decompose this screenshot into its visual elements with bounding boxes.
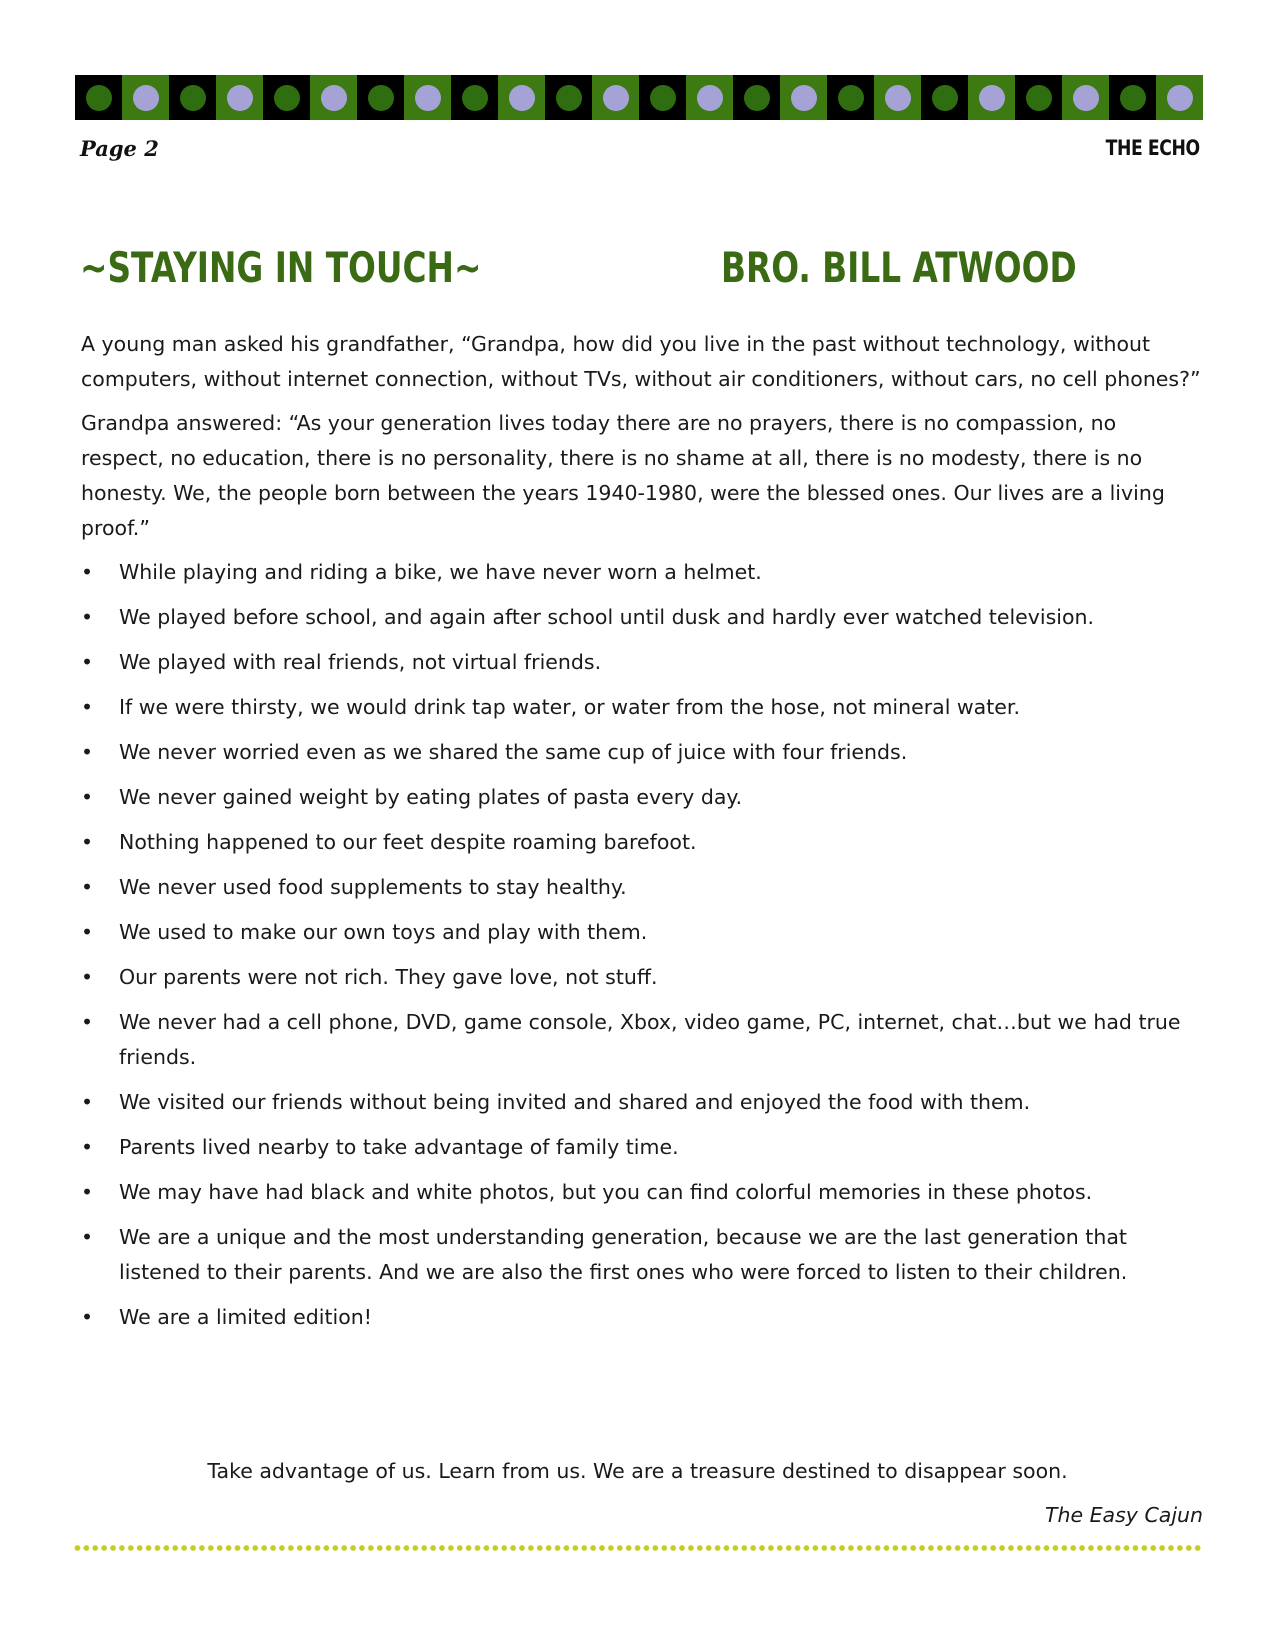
bullet-icon: • — [81, 1135, 94, 1159]
bullet-icon: • — [81, 875, 94, 899]
banner-cell — [1109, 75, 1156, 120]
banner-cell — [827, 75, 874, 120]
list-item — [81, 1175, 1201, 1210]
banner-cell — [733, 75, 780, 120]
list-item-text: We played with real friends, not virtual friends. — [119, 650, 602, 674]
list-item — [81, 1005, 1201, 1075]
list-item — [81, 1085, 1201, 1120]
bullet-icon: • — [81, 830, 94, 854]
bullet-icon: • — [81, 965, 94, 989]
list-item-text: We never gained weight by eating plates of pasta every day. — [119, 785, 743, 809]
article-title: ~STAYING IN TOUCH~ — [80, 243, 482, 292]
intro-paragraph: A young man asked his grandfather, “Grandpa, how did you live in the past without technology, without computers, without internet connection, without TVs, without air conditioners, without cars, no cell phones?” — [81, 332, 1201, 391]
banner-dot — [415, 85, 441, 111]
banner-cell — [1015, 75, 1062, 120]
bullet-icon: • — [81, 1090, 94, 1114]
list-item — [81, 600, 1201, 635]
banner-dot — [885, 85, 911, 111]
memories-list — [81, 555, 1201, 1335]
banner-cell — [75, 75, 122, 120]
banner-cell — [968, 75, 1015, 120]
banner-dot — [227, 85, 253, 111]
banner-dot — [791, 85, 817, 111]
banner-dot — [1167, 85, 1193, 111]
bullet-icon: • — [81, 1180, 94, 1204]
banner-cell — [310, 75, 357, 120]
list-item — [81, 825, 1201, 860]
banner-dot — [321, 85, 347, 111]
banner-dot — [1026, 85, 1052, 111]
closing-statement: Take advantage of us. Learn from us. We are a treasure destined to disappear soon. — [207, 1459, 1068, 1483]
banner-cell — [592, 75, 639, 120]
banner-cell — [921, 75, 968, 120]
bullet-icon: • — [81, 1010, 94, 1034]
banner-cell — [404, 75, 451, 120]
list-item — [81, 780, 1201, 815]
bullet-icon: • — [81, 1225, 94, 1249]
list-item-text: We never worried even as we shared the same cup of juice with four friends. — [119, 740, 908, 764]
banner-cell — [1156, 75, 1203, 120]
article-byline: BRO. BILL ATWOOD — [721, 243, 1077, 292]
page-number-label: Page 2 — [80, 136, 159, 161]
banner-dot — [274, 85, 300, 111]
list-item — [81, 960, 1201, 995]
banner-dot — [86, 85, 112, 111]
banner-dot — [650, 85, 676, 111]
list-item-text: While playing and riding a bike, we have never worn a helmet. — [119, 560, 762, 584]
bullet-icon: • — [81, 650, 94, 674]
banner-cell — [169, 75, 216, 120]
banner-dot — [838, 85, 864, 111]
list-item-text: We never used food supplements to stay healthy. — [119, 875, 627, 899]
list-item-text: If we were thirsty, we would drink tap water, or water from the hose, not mineral water. — [119, 695, 1020, 719]
footer-dotted-rule — [73, 1544, 1203, 1552]
banner-cell — [451, 75, 498, 120]
banner-dot — [368, 85, 394, 111]
grandpa-answer-paragraph: Grandpa answered: “As your generation lives today there are no prayers, there is no compassion, no respect, no education, there is no personality, there is no shame at all, there is no modesty, there is no honesty. We, the people born between the years 1940-1980, were the blessed ones. Our lives are a living proof.” — [81, 411, 1165, 540]
list-item — [81, 735, 1201, 770]
bullet-icon: • — [81, 1305, 94, 1329]
banner-dot — [180, 85, 206, 111]
banner-cell — [780, 75, 827, 120]
banner-dot — [932, 85, 958, 111]
banner-cell — [686, 75, 733, 120]
publication-title: THE ECHO — [1105, 136, 1200, 160]
banner-cell — [639, 75, 686, 120]
list-item-text: We are a unique and the most understanding generation, because we are the last generation that listened to their parents. And we are also the first ones who were forced to listen to their children. — [119, 1225, 1128, 1284]
list-item — [81, 690, 1201, 725]
banner-cell — [545, 75, 592, 120]
list-item — [81, 555, 1201, 590]
banner-dot — [979, 85, 1005, 111]
bullet-icon: • — [81, 605, 94, 629]
decorative-dot-banner — [75, 75, 1203, 120]
banner-cell — [1062, 75, 1109, 120]
banner-dot — [509, 85, 535, 111]
banner-dot — [744, 85, 770, 111]
list-item-text: We played before school, and again after school until dusk and hardly ever watched television. — [119, 605, 1095, 629]
banner-dot — [556, 85, 582, 111]
list-item-text: Parents lived nearby to take advantage of family time. — [119, 1135, 679, 1159]
author-signature: The Easy Cajun — [1044, 1503, 1203, 1527]
list-item — [81, 1300, 1201, 1335]
banner-dot — [133, 85, 159, 111]
article-body — [81, 327, 1201, 1345]
list-item — [81, 1220, 1201, 1290]
banner-cell — [216, 75, 263, 120]
banner-cell — [498, 75, 545, 120]
list-item — [81, 1130, 1201, 1165]
list-item-text: We are a limited edition! — [119, 1305, 372, 1329]
list-item-text: We visited our friends without being invited and shared and enjoyed the food with them. — [119, 1090, 1031, 1114]
banner-dot — [462, 85, 488, 111]
banner-cell — [263, 75, 310, 120]
list-item — [81, 870, 1201, 905]
list-item-text: We may have had black and white photos, but you can find colorful memories in these photos. — [119, 1180, 1093, 1204]
list-item — [81, 645, 1201, 680]
bullet-icon: • — [81, 920, 94, 944]
banner-dot — [603, 85, 629, 111]
banner-cell — [874, 75, 921, 120]
banner-cell — [357, 75, 404, 120]
bullet-icon: • — [81, 560, 94, 584]
list-item-text: Nothing happened to our feet despite roaming barefoot. — [119, 830, 697, 854]
bullet-icon: • — [81, 740, 94, 764]
list-item-text: We never had a cell phone, DVD, game console, Xbox, video game, PC, internet, chat…but we had true friends. — [119, 1010, 1181, 1069]
banner-cell — [122, 75, 169, 120]
list-item — [81, 915, 1201, 950]
bullet-icon: • — [81, 785, 94, 809]
banner-dot — [1120, 85, 1146, 111]
list-item-text: We used to make our own toys and play with them. — [119, 920, 648, 944]
bullet-icon: • — [81, 695, 94, 719]
banner-dot — [697, 85, 723, 111]
list-item-text: Our parents were not rich. They gave love, not stuff. — [119, 965, 658, 989]
banner-dot — [1073, 85, 1099, 111]
